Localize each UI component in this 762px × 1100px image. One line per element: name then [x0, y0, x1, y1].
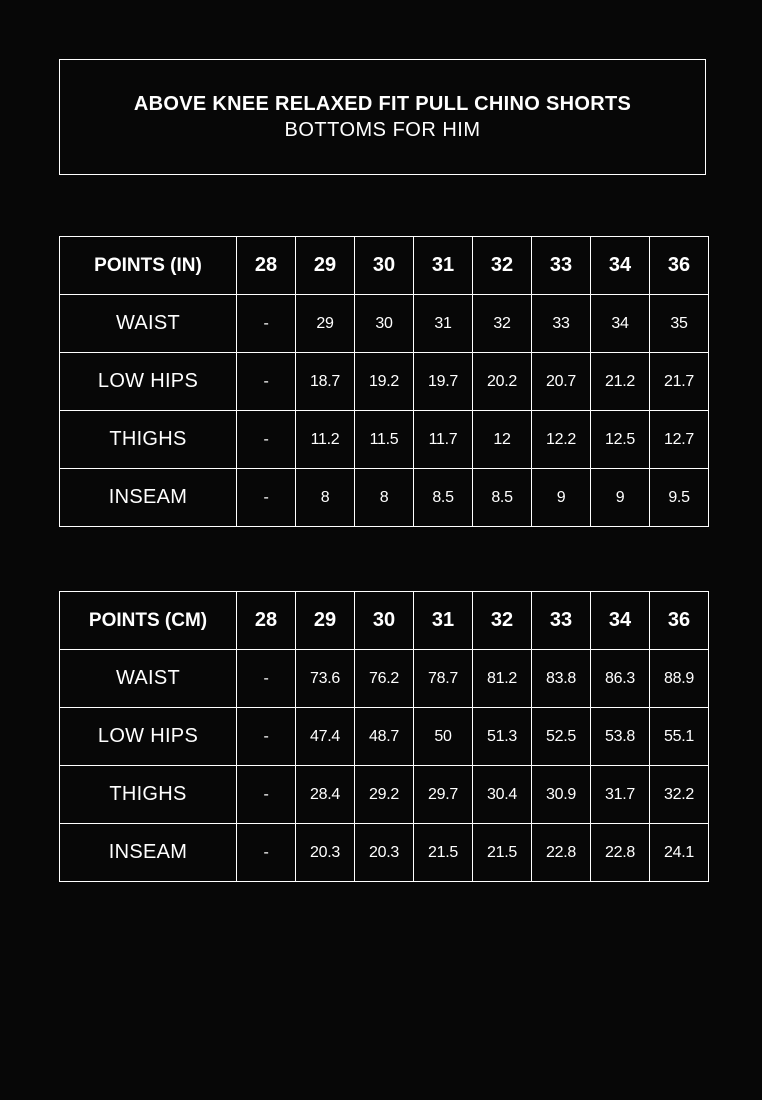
measurement-value: 8.5 — [473, 469, 532, 527]
size-header: 31 — [414, 592, 473, 650]
measurement-value: 8.5 — [414, 469, 473, 527]
measurement-value: 11.2 — [296, 411, 355, 469]
measurement-value: - — [237, 708, 296, 766]
size-header: 34 — [591, 592, 650, 650]
measurement-value: 12.5 — [591, 411, 650, 469]
size-header: 29 — [296, 237, 355, 295]
measurement-value: 34 — [591, 295, 650, 353]
measurement-value: - — [237, 766, 296, 824]
measurement-value: 48.7 — [355, 708, 414, 766]
measurement-value: 19.7 — [414, 353, 473, 411]
measurement-value: - — [237, 295, 296, 353]
measurement-value: 20.3 — [296, 824, 355, 882]
measurement-value: 32 — [473, 295, 532, 353]
measurement-value: 24.1 — [650, 824, 709, 882]
measurement-value: 31 — [414, 295, 473, 353]
measurement-value: 30.4 — [473, 766, 532, 824]
measurement-value: 55.1 — [650, 708, 709, 766]
size-header: 32 — [473, 592, 532, 650]
size-header: 36 — [650, 237, 709, 295]
measurement-value: 19.2 — [355, 353, 414, 411]
measurement-value: - — [237, 824, 296, 882]
measurement-value: 21.5 — [414, 824, 473, 882]
table-row — [60, 650, 709, 708]
table-row — [60, 469, 709, 527]
measurement-value: 22.8 — [591, 824, 650, 882]
measurement-value: 29 — [296, 295, 355, 353]
measurement-value: 81.2 — [473, 650, 532, 708]
measurement-value: 18.7 — [296, 353, 355, 411]
measurement-value: 9 — [532, 469, 591, 527]
measurement-value: - — [237, 411, 296, 469]
size-header: 33 — [532, 592, 591, 650]
header-row — [60, 237, 709, 295]
measurement-label: WAIST — [60, 650, 237, 708]
measurement-value: 76.2 — [355, 650, 414, 708]
measurement-value: 30.9 — [532, 766, 591, 824]
measurement-value: 9.5 — [650, 469, 709, 527]
measurement-value: 12.7 — [650, 411, 709, 469]
table-row — [60, 295, 709, 353]
size-header: 33 — [532, 237, 591, 295]
measurement-value: 30 — [355, 295, 414, 353]
size-header: 34 — [591, 237, 650, 295]
measurement-value: 53.8 — [591, 708, 650, 766]
measurement-value: - — [237, 650, 296, 708]
product-category: BOTTOMS FOR HIM — [284, 119, 481, 141]
measurement-label: INSEAM — [60, 469, 237, 527]
measurement-value: 29.2 — [355, 766, 414, 824]
size-header: 36 — [650, 592, 709, 650]
size-header: 29 — [296, 592, 355, 650]
measurement-value: 86.3 — [591, 650, 650, 708]
measurement-value: 22.8 — [532, 824, 591, 882]
measurement-value: 31.7 — [591, 766, 650, 824]
measurement-label: INSEAM — [60, 824, 237, 882]
measurement-value: 11.5 — [355, 411, 414, 469]
measurement-value: 50 — [414, 708, 473, 766]
table-row — [60, 353, 709, 411]
measurement-value: 88.9 — [650, 650, 709, 708]
header-row — [60, 592, 709, 650]
title-box — [59, 59, 706, 175]
measurement-value: 52.5 — [532, 708, 591, 766]
measurement-value: 32.2 — [650, 766, 709, 824]
measurement-value: 20.3 — [355, 824, 414, 882]
measurement-value: 29.7 — [414, 766, 473, 824]
measurement-value: 21.5 — [473, 824, 532, 882]
measurement-value: 78.7 — [414, 650, 473, 708]
size-header: 31 — [414, 237, 473, 295]
size-header: 30 — [355, 237, 414, 295]
measurement-value: 83.8 — [532, 650, 591, 708]
measurement-value: 12.2 — [532, 411, 591, 469]
measurement-value: 28.4 — [296, 766, 355, 824]
measurement-label: WAIST — [60, 295, 237, 353]
measurement-value: 20.7 — [532, 353, 591, 411]
size-table-inches — [59, 236, 709, 527]
measurement-value: - — [237, 353, 296, 411]
points-header: POINTS (CM) — [60, 592, 237, 650]
measurement-value: 47.4 — [296, 708, 355, 766]
measurement-value: 33 — [532, 295, 591, 353]
measurement-value: 35 — [650, 295, 709, 353]
measurement-value: 73.6 — [296, 650, 355, 708]
size-header: 32 — [473, 237, 532, 295]
size-table-centimeters — [59, 591, 709, 882]
table-row — [60, 708, 709, 766]
table-row — [60, 411, 709, 469]
points-header: POINTS (IN) — [60, 237, 237, 295]
product-title: ABOVE KNEE RELAXED FIT PULL CHINO SHORTS — [133, 93, 632, 115]
measurement-value: 8 — [296, 469, 355, 527]
measurement-value: - — [237, 469, 296, 527]
table-row — [60, 766, 709, 824]
measurement-value: 21.7 — [650, 353, 709, 411]
measurement-value: 21.2 — [591, 353, 650, 411]
measurement-value: 51.3 — [473, 708, 532, 766]
measurement-label: LOW HIPS — [60, 708, 237, 766]
size-header: 28 — [237, 592, 296, 650]
measurement-label: THIGHS — [60, 766, 237, 824]
measurement-value: 9 — [591, 469, 650, 527]
table-row — [60, 824, 709, 882]
measurement-value: 12 — [473, 411, 532, 469]
measurement-value: 8 — [355, 469, 414, 527]
measurement-value: 20.2 — [473, 353, 532, 411]
measurement-value: 11.7 — [414, 411, 473, 469]
measurement-label: LOW HIPS — [60, 353, 237, 411]
size-header: 30 — [355, 592, 414, 650]
measurement-label: THIGHS — [60, 411, 237, 469]
size-header: 28 — [237, 237, 296, 295]
